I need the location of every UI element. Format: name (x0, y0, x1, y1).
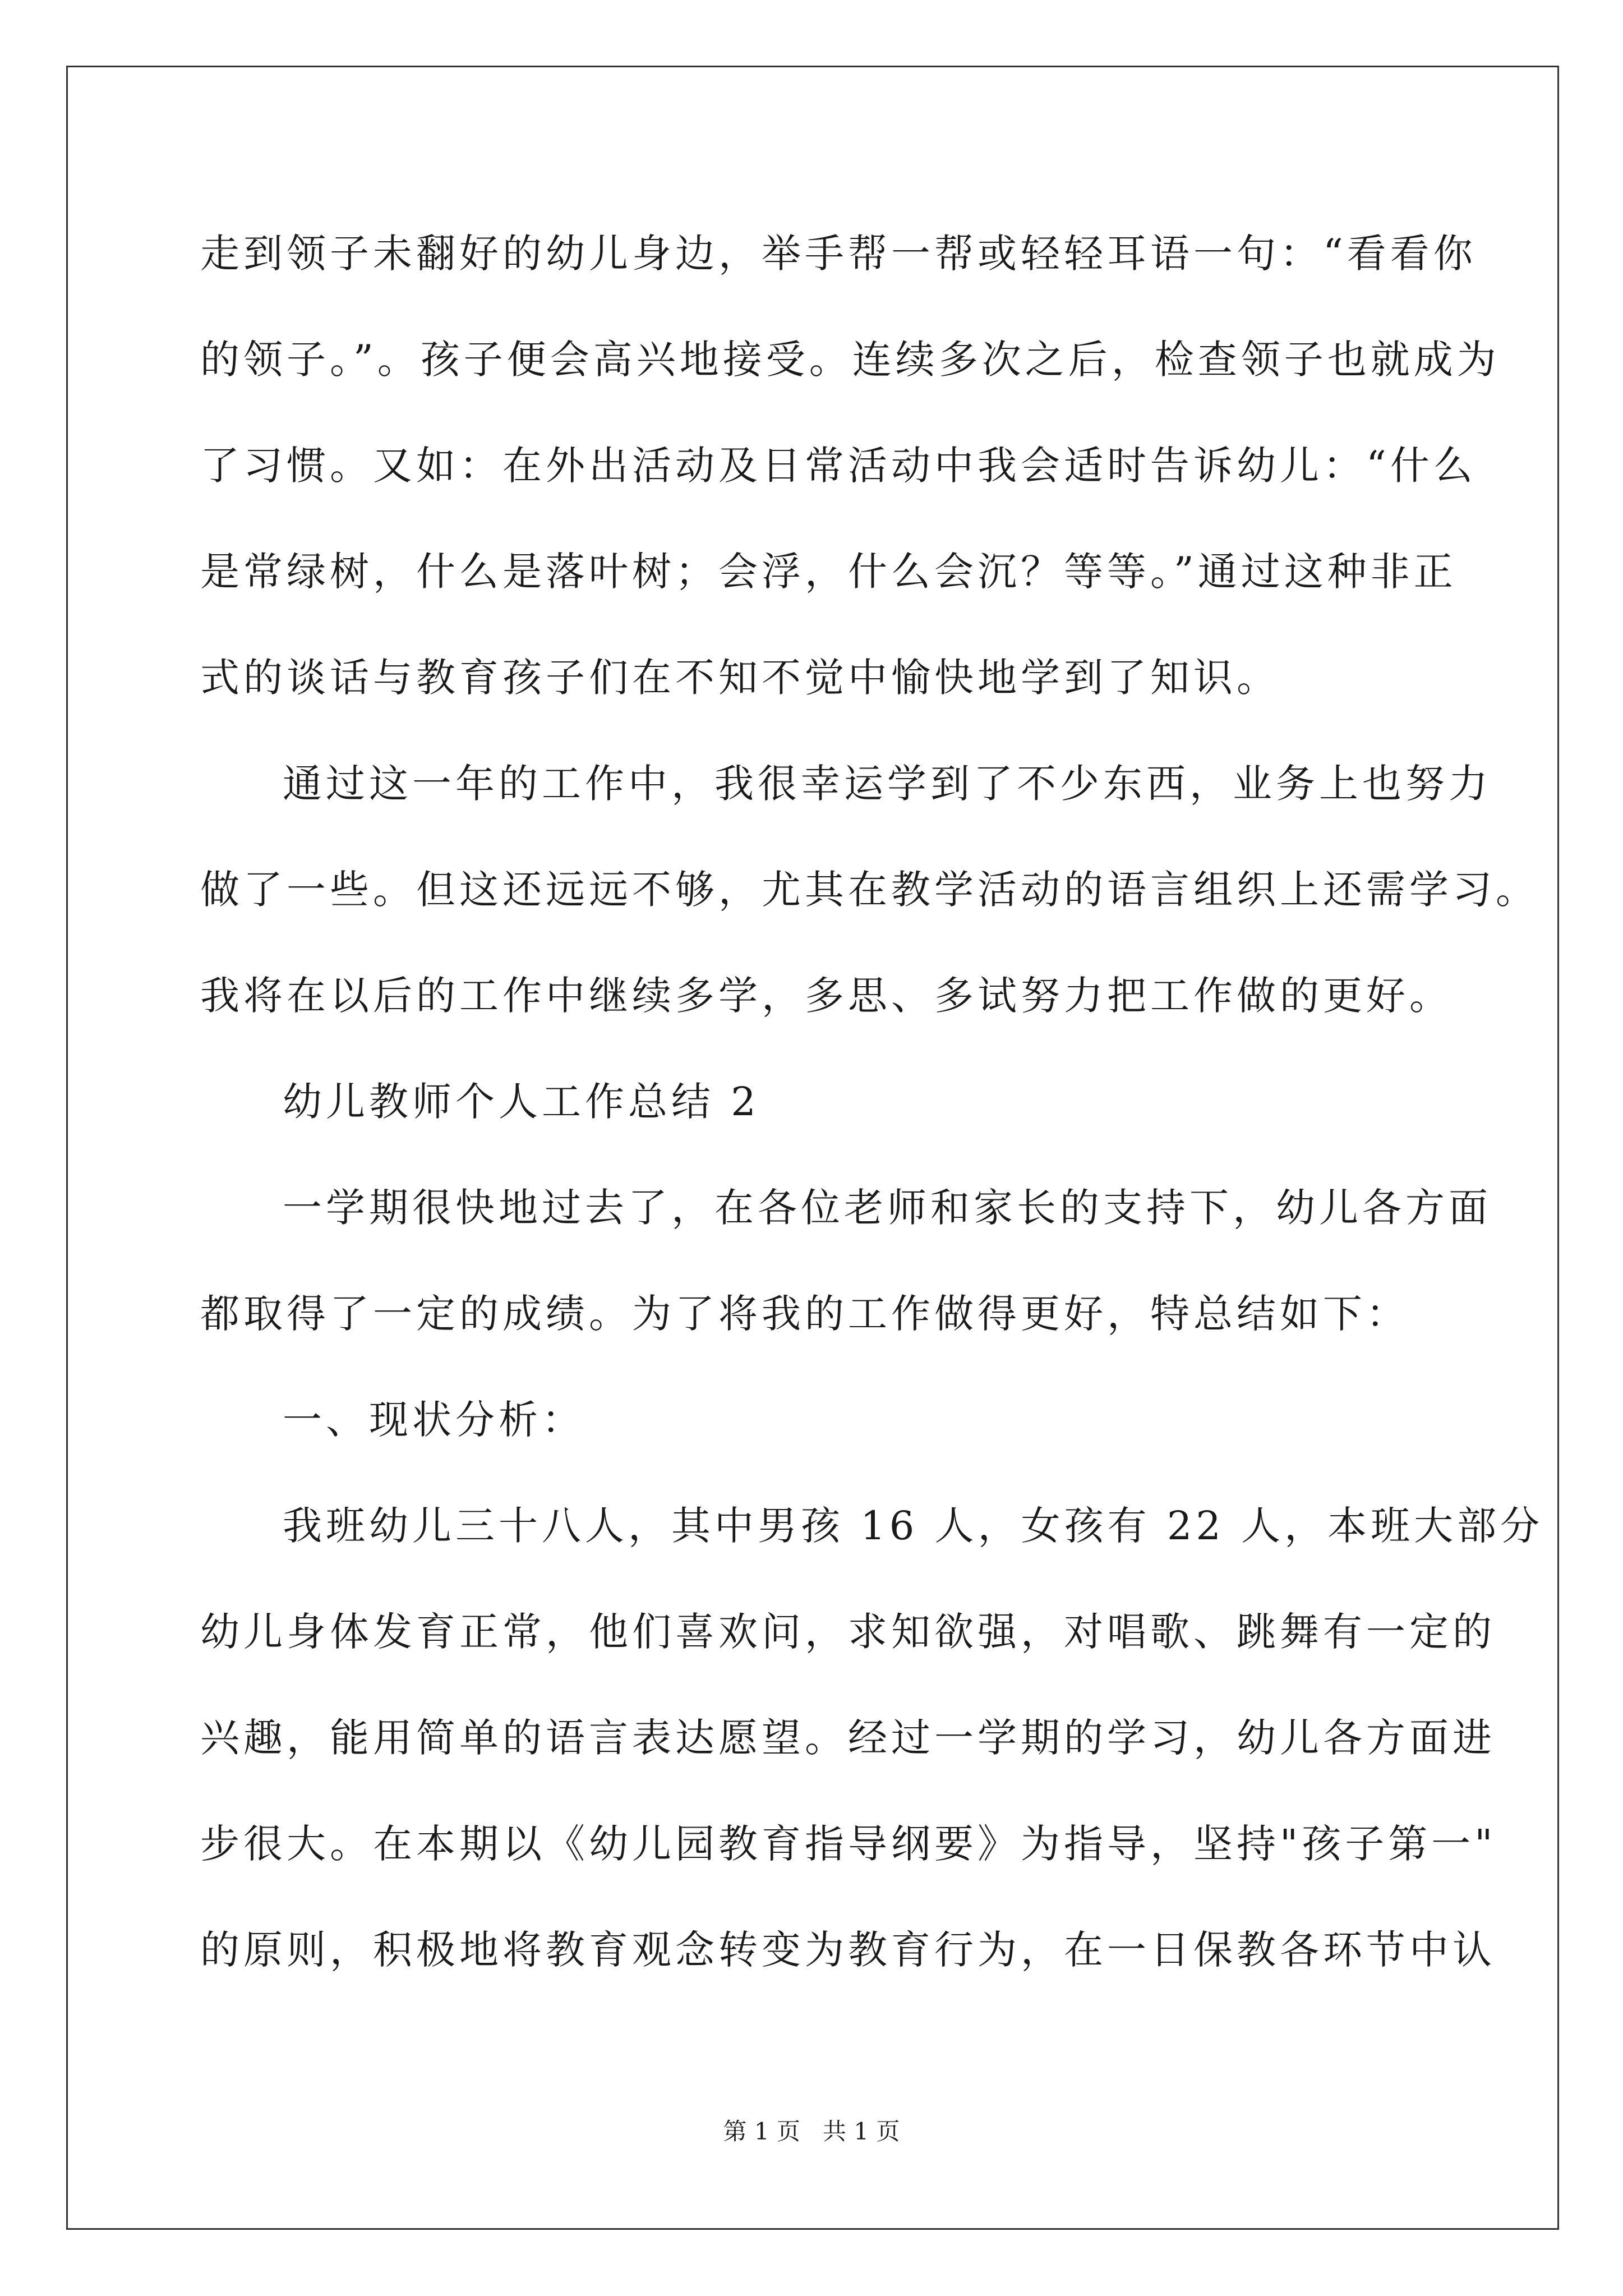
page-border (66, 66, 1559, 2230)
paragraph-start-line: 我班幼儿三十八人，其中男孩 16 人，女孩有 22 人，本班大部分 (283, 1503, 1544, 1549)
section-heading: 幼儿教师个人工作总结 2 (283, 1079, 760, 1125)
text-line: 走到领子未翻好的幼儿身边，举手帮一帮或轻轻耳语一句：“看看你 (200, 231, 1477, 277)
paragraph-start-line: 通过这一年的工作中，我很幸运学到了不少东西，业务上也努力 (283, 761, 1492, 807)
page-footer: 第 1 页 共 1 页 (723, 2118, 900, 2145)
text-line: 兴趣，能用简单的语言表达愿望。经过一学期的学习，幼儿各方面进 (200, 1715, 1496, 1761)
text-line: 的领子。”。孩子便会高兴地接受。连续多次之后，检查领子也就成为 (200, 337, 1500, 383)
subsection-heading: 一、现状分析： (283, 1397, 585, 1443)
text-line: 都取得了一定的成绩。为了将我的工作做得更好，特总结如下： (200, 1291, 1409, 1337)
text-line: 式的谈话与教育孩子们在不知不觉中愉快地学到了知识。 (200, 655, 1280, 701)
text-line: 做了一些。但这还远远不够，尤其在教学活动的语言组织上还需学习。 (200, 867, 1539, 913)
text-line: 了习惯。又如：在外出活动及日常活动中我会适时告诉幼儿：“什么 (200, 443, 1477, 489)
paragraph-start-line: 一学期很快地过去了，在各位老师和家长的支持下，幼儿各方面 (283, 1185, 1492, 1231)
text-line: 步很大。在本期以《幼儿园教育指导纲要》为指导，坚持"孩子第一" (200, 1821, 1497, 1867)
text-line: 我将在以后的工作中继续多学，多思、多试努力把工作做的更好。 (200, 973, 1453, 1019)
text-line: 幼儿身体发育正常，他们喜欢问，求知欲强，对唱歌、跳舞有一定的 (200, 1609, 1496, 1655)
text-line: 的原则，积极地将教育观念转变为教育行为，在一日保教各环节中认 (200, 1927, 1496, 1973)
text-line: 是常绿树，什么是落叶树；会浮，什么会沉？等等。”通过这种非正 (200, 549, 1457, 595)
